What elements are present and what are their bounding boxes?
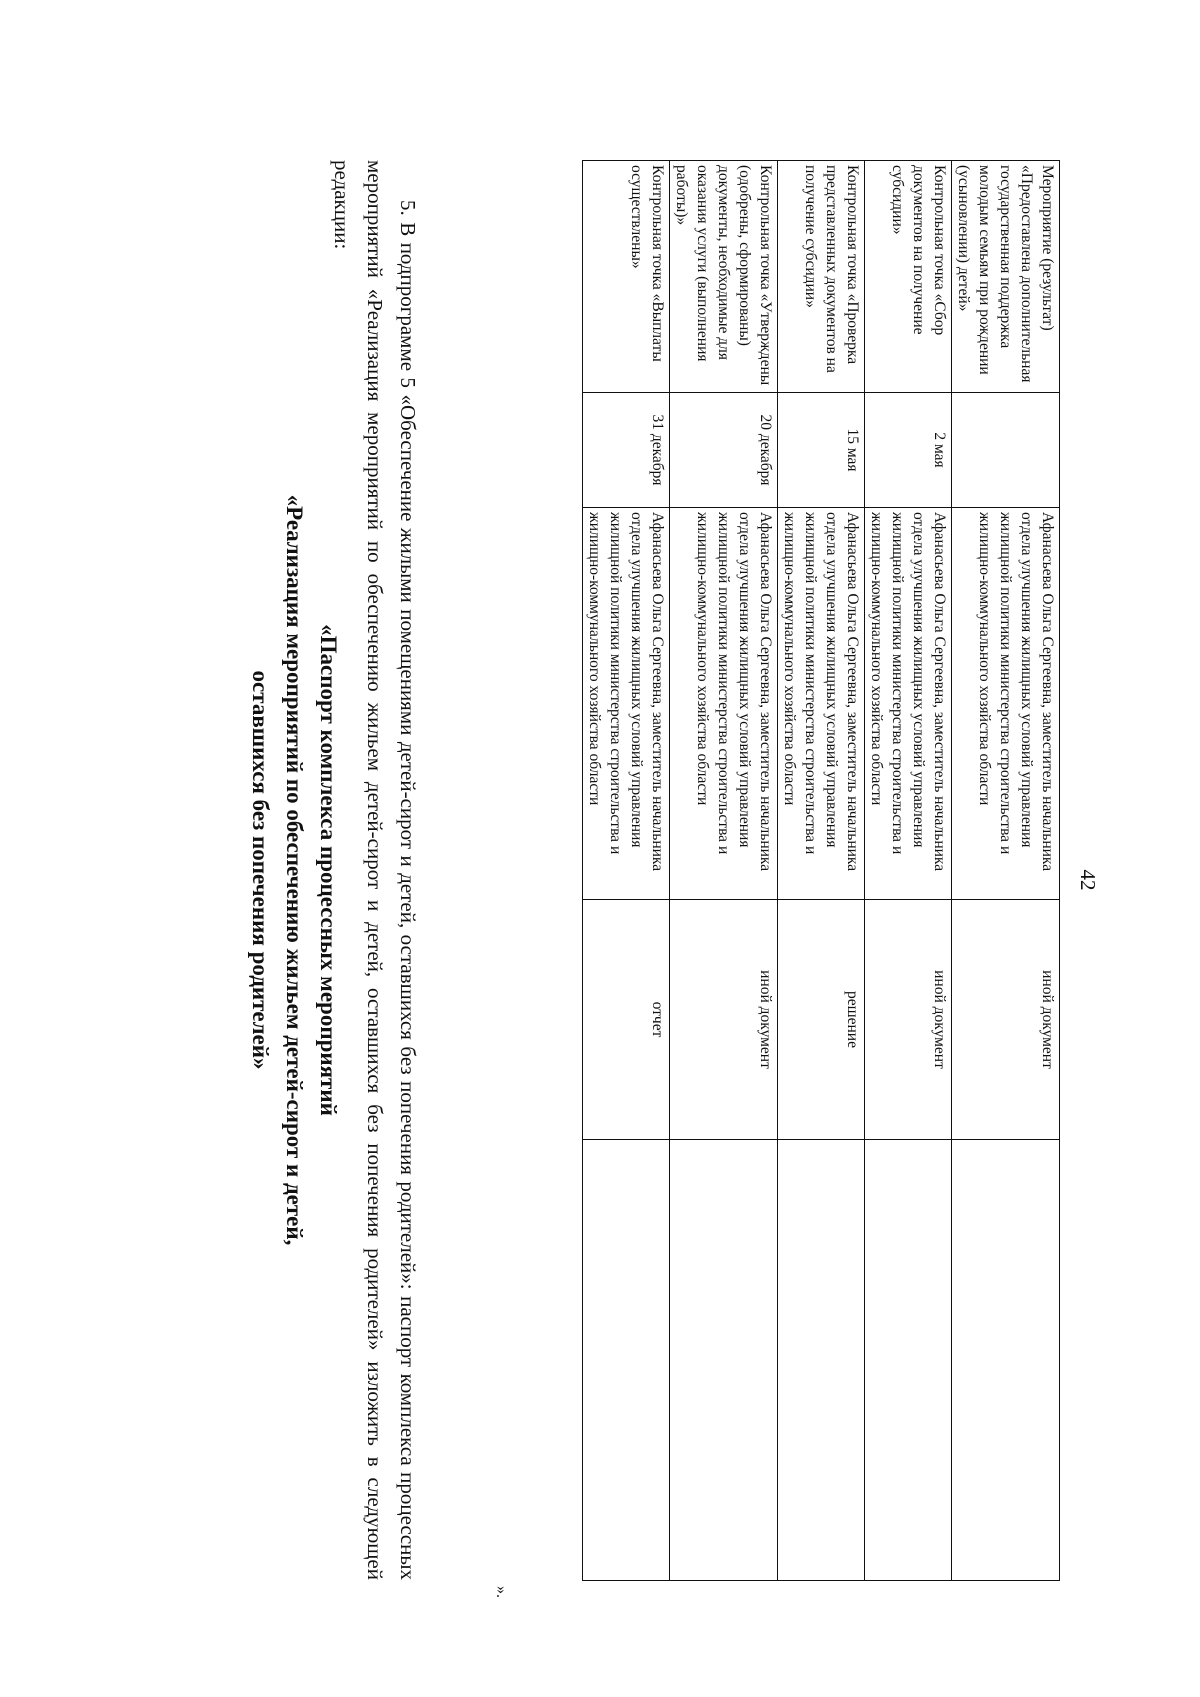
row-extra-cell [952,1140,1060,1581]
row-extra-cell [865,1140,952,1581]
passport-title [243,160,345,1580]
row-name-cell: Контрольная точка «Выплаты осуществлены» [583,161,670,393]
row-responsible-cell: Афанасьева Ольга Сергеевна, заместитель начальника отдела улучшения жилищных условий управления жилищной политики министерства строительства и жилищно-коммунального хозяйства области [952,508,1060,900]
row-extra-cell [670,1140,778,1581]
activities-table [582,160,1060,1581]
row-date-cell: 20 декабря [670,393,778,508]
row-document-cell: отчет [583,900,670,1140]
table-row [670,161,778,1581]
table-row [865,161,952,1581]
row-name-cell: Контрольная точка «Проверка представленных документов на получение субсидии» [778,161,865,393]
table-row [778,161,865,1581]
row-name-cell: Контрольная точка «Сбор документов на получение субсидии» [865,161,952,393]
row-name-cell: Контрольная точка «Утверждены (одобрены, сформированы) документы, необходимые для оказания услуги (выполнения работы)» [670,161,778,393]
table-row [952,161,1060,1581]
row-extra-cell [583,1140,670,1581]
row-document-cell: решение [778,900,865,1140]
passport-title-line: «Паспорт комплекса процессных мероприятий [316,624,341,1116]
row-date-cell: 15 мая [778,393,865,508]
row-document-cell: иной документ [865,900,952,1140]
table-row [583,161,670,1581]
page-number: 42 [1076,869,1100,891]
closing-quote-mark: ». [493,1586,510,1598]
row-extra-cell [778,1140,865,1581]
row-document-cell: иной документ [670,900,778,1140]
row-responsible-cell: Афанасьева Ольга Сергеевна, заместитель начальника отдела улучшения жилищных условий управления жилищной политики министерства строительства и жилищно-коммунального хозяйства области [865,508,952,900]
row-responsible-cell: Афанасьева Ольга Сергеевна, заместитель начальника отдела улучшения жилищных условий управления жилищной политики министерства строительства и жилищно-коммунального хозяйства области [778,508,865,900]
row-responsible-cell: Афанасьева Ольга Сергеевна, заместитель начальника отдела улучшения жилищных условий управления жилищной политики министерства строительства и жилищно-коммунального хозяйства области [670,508,778,900]
row-date-cell [952,393,1060,508]
passport-title-line: оставшихся без попечения родителей» [248,670,273,1070]
document-page [140,140,1100,1600]
row-name-cell: Мероприятие (результат) «Предоставлена дополнительная государственная поддержка молодым семьям при рождении (усыновлении) детей» [952,161,1060,393]
row-date-cell: 2 мая [865,393,952,508]
row-responsible-cell: Афанасьева Ольга Сергеевна, заместитель начальника отдела улучшения жилищных условий управления жилищной политики министерства строительства и жилищно-коммунального хозяйства области [583,508,670,900]
amendment-paragraph: 5. В подпрограмме 5 «Обеспечение жилыми помещениями детей-сирот и детей, оставшихся без попечения родителей»: паспорт комплекса процессных мероприятий «Реализация мероприятий по обеспечению жильем детей-сирот и детей, оставшихся без попечения родителей» изложить в следующей редакции: [330,160,420,1580]
row-document-cell: иной документ [952,900,1060,1140]
passport-title-line: «Реализация мероприятий по обеспечению жильем детей-сирот и детей, [282,494,307,1246]
row-date-cell: 31 декабря [583,393,670,508]
